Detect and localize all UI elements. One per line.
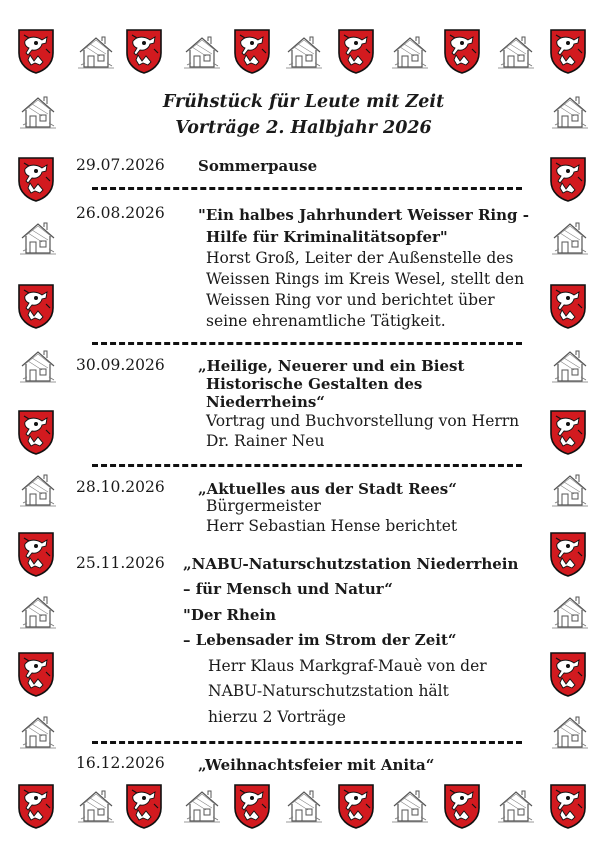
event-description: hierzu 2 Vorträge: [208, 708, 346, 726]
house-sketch-icon: [76, 786, 116, 826]
house-sketch-icon: [18, 592, 58, 632]
event-description: Herr Sebastian Hense berichtet: [206, 517, 458, 535]
event-title: – Lebensader im Strom der Zeit“: [183, 631, 457, 649]
event-description: NABU-Naturschutzstation hält: [208, 682, 449, 700]
coat-of-arms-icon: [548, 530, 588, 578]
event-title: Niederrheins“: [206, 393, 325, 411]
event-title: "Ein halbes Jahrhundert Weisser Ring -: [198, 206, 529, 224]
house-sketch-icon: [550, 470, 590, 510]
house-sketch-icon: [550, 346, 590, 386]
house-sketch-icon: [550, 218, 590, 258]
house-sketch-icon: [550, 592, 590, 632]
dashed-divider: [92, 342, 522, 345]
coat-of-arms-icon: [548, 650, 588, 698]
house-sketch-icon: [284, 32, 324, 72]
house-sketch-icon: [18, 470, 58, 510]
coat-of-arms-icon: [16, 530, 56, 578]
event-date: 29.07.2026: [76, 156, 165, 174]
house-sketch-icon: [284, 786, 324, 826]
house-sketch-icon: [18, 712, 58, 752]
house-sketch-icon: [390, 786, 430, 826]
event-description: Dr. Rainer Neu: [206, 432, 325, 450]
event-title: „Aktuelles aus der Stadt Rees“: [198, 480, 457, 498]
dashed-divider: [92, 741, 522, 744]
event-date: 28.10.2026: [76, 478, 165, 496]
event-date: 16.12.2026: [76, 754, 165, 772]
coat-of-arms-icon: [16, 27, 56, 75]
house-sketch-icon: [182, 786, 222, 826]
event-title: „Weihnachtsfeier mit Anita“: [198, 756, 435, 774]
event-description: Herr Klaus Markgraf-Mauè von der: [208, 657, 487, 675]
coat-of-arms-icon: [232, 782, 272, 830]
coat-of-arms-icon: [336, 27, 376, 75]
coat-of-arms-icon: [16, 782, 56, 830]
house-sketch-icon: [496, 786, 536, 826]
event-date: 25.11.2026: [76, 554, 165, 572]
event-title: – für Mensch und Natur“: [183, 580, 393, 598]
dashed-divider: [92, 464, 522, 467]
coat-of-arms-icon: [548, 782, 588, 830]
coat-of-arms-icon: [548, 155, 588, 203]
coat-of-arms-icon: [442, 27, 482, 75]
event-description: Horst Groß, Leiter der Außenstelle des: [206, 249, 514, 267]
event-title: „Heilige, Neuerer und ein Biest: [198, 357, 465, 375]
event-description: Vortrag und Buchvorstellung von Herrn: [206, 412, 520, 430]
coat-of-arms-icon: [16, 282, 56, 330]
event-title: „NABU-Naturschutzstation Niederrhein: [183, 555, 519, 573]
house-sketch-icon: [76, 32, 116, 72]
coat-of-arms-icon: [232, 27, 272, 75]
house-sketch-icon: [18, 218, 58, 258]
coat-of-arms-icon: [16, 408, 56, 456]
coat-of-arms-icon: [124, 782, 164, 830]
event-title: Historische Gestalten des: [206, 375, 423, 393]
coat-of-arms-icon: [336, 782, 376, 830]
page-title: Frühstück für Leute mit Zeit: [162, 92, 445, 112]
coat-of-arms-icon: [124, 27, 164, 75]
event-date: 30.09.2026: [76, 356, 165, 374]
house-sketch-icon: [496, 32, 536, 72]
event-description: Weissen Ring vor und berichtet über: [206, 291, 495, 309]
coat-of-arms-icon: [16, 650, 56, 698]
coat-of-arms-icon: [548, 282, 588, 330]
house-sketch-icon: [390, 32, 430, 72]
event-description: Weissen Rings im Kreis Wesel, stellt den: [206, 270, 525, 288]
coat-of-arms-icon: [442, 782, 482, 830]
page-subtitle: Vorträge 2. Halbjahr 2026: [175, 118, 432, 138]
event-title: Sommerpause: [198, 157, 318, 175]
house-sketch-icon: [550, 712, 590, 752]
event-description: Bürgermeister: [206, 497, 321, 515]
event-date: 26.08.2026: [76, 204, 165, 222]
house-sketch-icon: [18, 346, 58, 386]
dashed-divider: [92, 187, 522, 190]
coat-of-arms-icon: [16, 155, 56, 203]
house-sketch-icon: [182, 32, 222, 72]
event-description: seine ehrenamtliche Tätigkeit.: [206, 312, 446, 330]
coat-of-arms-icon: [548, 408, 588, 456]
coat-of-arms-icon: [548, 27, 588, 75]
event-title: Hilfe für Kriminalitätsopfer": [206, 228, 448, 246]
event-title: "Der Rhein: [183, 606, 277, 624]
